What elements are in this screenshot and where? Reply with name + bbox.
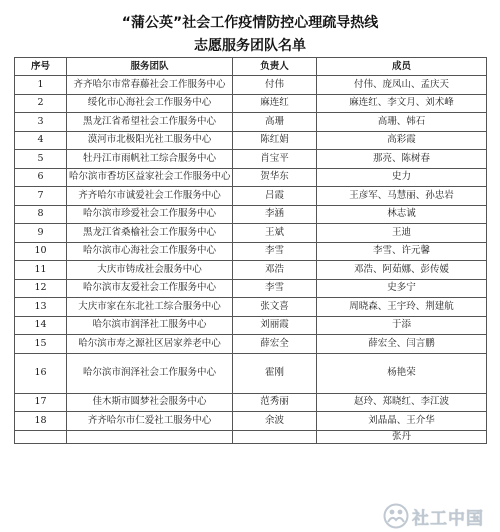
table-row xyxy=(15,187,487,206)
watermark-logo xyxy=(383,503,484,529)
cell-team: 齐齐哈尔市仁爱社工服务中心 xyxy=(67,412,233,431)
cell-team: 黑龙江省桑榆社会工作服务中心 xyxy=(67,224,233,243)
cell-leader: 陈红娟 xyxy=(233,131,317,150)
cell-leader: 李涵 xyxy=(233,205,317,224)
cell-members: 李雪、许元馨 xyxy=(317,242,487,261)
cell-number: 11 xyxy=(15,261,67,280)
table-row xyxy=(15,430,487,443)
cell-members: 付伟、庞凤山、孟庆天 xyxy=(317,76,487,95)
volunteer-team-table xyxy=(14,57,487,444)
cell-leader: 邓浩 xyxy=(233,261,317,280)
table-row xyxy=(15,393,487,412)
cell-number: 8 xyxy=(15,205,67,224)
table-header-row xyxy=(15,58,487,76)
page-title: “蒲公英”社会工作疫情防控心理疏导热线 xyxy=(121,15,379,31)
cell-members: 那亮、陈树春 xyxy=(317,150,487,169)
cell-number: 6 xyxy=(15,168,67,187)
cell-members: 刘晶晶、王介华 xyxy=(317,412,487,431)
cell-members: 赵玲、郑晓红、李江波 xyxy=(317,393,487,412)
table-row xyxy=(15,261,487,280)
cell-members: 于添 xyxy=(317,316,487,335)
cell-leader: 霍刚 xyxy=(233,353,317,393)
cell-leader: 高珊 xyxy=(233,113,317,132)
table-row xyxy=(15,412,487,431)
cell-team: 哈尔滨市润泽社工服务中心 xyxy=(67,316,233,335)
cell-leader: 吕霞 xyxy=(233,187,317,206)
table-row xyxy=(15,76,487,95)
watermark-text: 社工中国 xyxy=(412,508,484,529)
cell-members: 高珊、韩石 xyxy=(317,113,487,132)
cell-team: 哈尔滨市心海社会工作服务中心 xyxy=(67,242,233,261)
table-row xyxy=(15,279,487,298)
cell-number: 17 xyxy=(15,393,67,412)
cell-team: 大庆市铸成社会服务中心 xyxy=(67,261,233,280)
table-row xyxy=(15,168,487,187)
cell-team: 哈尔滨市友爱社会工作服务中心 xyxy=(67,279,233,298)
cell-number: 4 xyxy=(15,131,67,150)
cell-leader: 李雪 xyxy=(233,279,317,298)
cell-members: 林志诚 xyxy=(317,205,487,224)
table-row xyxy=(15,335,487,354)
table-row xyxy=(15,353,487,393)
cell-team: 佳木斯市圆梦社会服务中心 xyxy=(67,393,233,412)
cell-team: 哈尔滨市香坊区益家社会工作服务中心 xyxy=(67,168,233,187)
table-row xyxy=(15,131,487,150)
table-row xyxy=(15,224,487,243)
cell-team: 牡丹江市雨帆社工综合服务中心 xyxy=(67,150,233,169)
cell-members: 史力 xyxy=(317,168,487,187)
cell-number: 3 xyxy=(15,113,67,132)
cell-leader: 范秀丽 xyxy=(233,393,317,412)
table-row xyxy=(15,113,487,132)
cell-team: 大庆市家在东北社工综合服务中心 xyxy=(67,298,233,317)
cell-number: 10 xyxy=(15,242,67,261)
cell-number: 7 xyxy=(15,187,67,206)
cell-number: 15 xyxy=(15,335,67,354)
cell-number: 16 xyxy=(15,353,67,393)
header-team: 服务团队 xyxy=(67,58,233,76)
cell-number xyxy=(15,430,67,443)
cell-team: 齐齐哈尔市诚爱社会工作服务中心 xyxy=(67,187,233,206)
cell-team: 齐齐哈尔市常春藤社会工作服务中心 xyxy=(67,76,233,95)
table-row xyxy=(15,94,487,113)
cell-members: 薛宏全、闫言鹏 xyxy=(317,335,487,354)
table-row xyxy=(15,316,487,335)
page-subtitle: 志愿服务团队名单 xyxy=(194,38,306,54)
cell-number: 1 xyxy=(15,76,67,95)
cell-members: 邓浩、阿茹娜、彭传媛 xyxy=(317,261,487,280)
cell-leader: 贺华东 xyxy=(233,168,317,187)
header-number: 序号 xyxy=(15,58,67,76)
cell-leader: 张文喜 xyxy=(233,298,317,317)
cell-leader: 李雪 xyxy=(233,242,317,261)
cell-number: 2 xyxy=(15,94,67,113)
cell-leader: 薛宏全 xyxy=(233,335,317,354)
cell-team: 哈尔滨市珍爱社会工作服务中心 xyxy=(67,205,233,224)
cell-members: 杨艳荣 xyxy=(317,353,487,393)
cell-members: 麻连红、李文月、刘术峰 xyxy=(317,94,487,113)
cell-team: 绥化市心海社会工作服务中心 xyxy=(67,94,233,113)
table-row xyxy=(15,150,487,169)
cell-leader: 付伟 xyxy=(233,76,317,95)
cell-number: 13 xyxy=(15,298,67,317)
cell-leader: 肖宝平 xyxy=(233,150,317,169)
table-row xyxy=(15,242,487,261)
cell-number: 18 xyxy=(15,412,67,431)
cell-team: 哈尔滨市寿之源社区居家养老中心 xyxy=(67,335,233,354)
cell-number: 14 xyxy=(15,316,67,335)
cell-members: 张丹 xyxy=(317,430,487,443)
cell-team: 漠河市北极阳光社工服务中心 xyxy=(67,131,233,150)
cell-team: 黑龙江省希望社会工作服务中心 xyxy=(67,113,233,132)
cell-team: 哈尔滨市润泽社会工作服务中心 xyxy=(67,353,233,393)
table-row xyxy=(15,298,487,317)
cell-leader xyxy=(233,430,317,443)
cell-members: 王迪 xyxy=(317,224,487,243)
cell-members: 高彩霞 xyxy=(317,131,487,150)
cell-members: 周晓森、王宇玲、荆建航 xyxy=(317,298,487,317)
cell-leader: 刘丽霞 xyxy=(233,316,317,335)
cell-number: 9 xyxy=(15,224,67,243)
cell-number: 12 xyxy=(15,279,67,298)
cell-leader: 王斌 xyxy=(233,224,317,243)
cell-members: 王彦军、马慧丽、孙忠岩 xyxy=(317,187,487,206)
cell-members: 史多宁 xyxy=(317,279,487,298)
cell-leader: 麻连红 xyxy=(233,94,317,113)
cell-number: 5 xyxy=(15,150,67,169)
cell-team xyxy=(67,430,233,443)
cell-leader: 余波 xyxy=(233,412,317,431)
header-leader: 负责人 xyxy=(233,58,317,76)
people-circle-icon xyxy=(383,503,409,529)
header-members: 成员 xyxy=(317,58,487,76)
table-row xyxy=(15,205,487,224)
